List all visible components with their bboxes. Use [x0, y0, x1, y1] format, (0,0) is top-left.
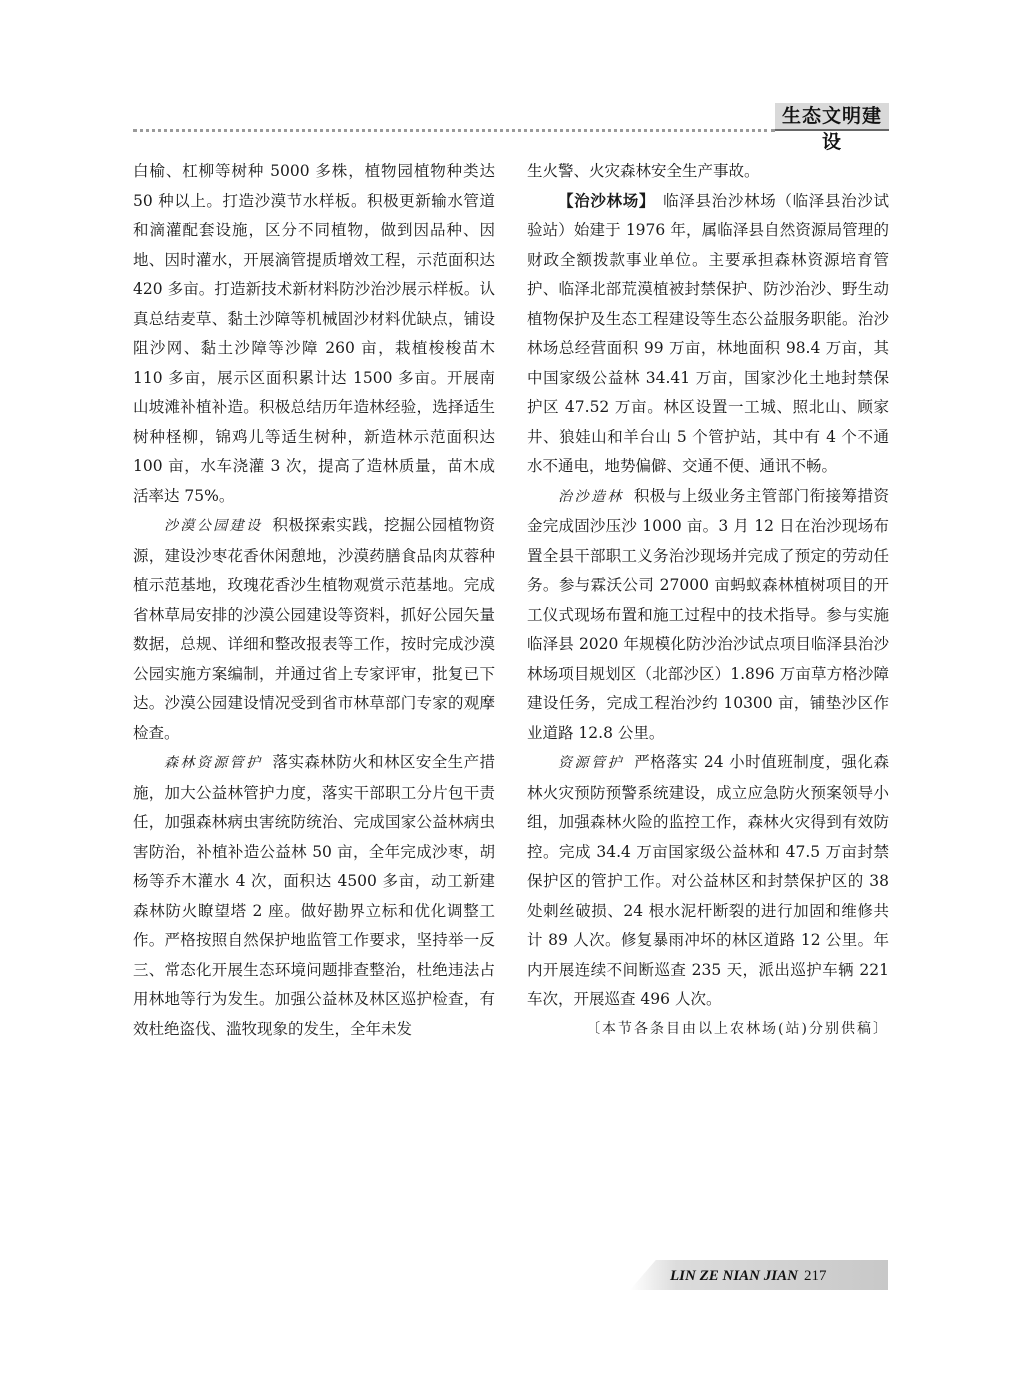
journal-name: LIN ZE NIAN JIAN [670, 1268, 798, 1284]
paragraph-text: 积极探索实践，挖掘公园植物资源，建设沙枣花香休闲憩地，沙漠药膳食品肉苁蓉种植示范基地，玫瑰花香沙生植物观赏示范基地。完成省林草局安排的沙漠公园建设等资料，抓好公园矢量数据，总规、详细和整改报表等工作，按时完成沙漠公园实施方案编制，并通过省上专家评审，批复已下达。沙漠公园建设情况受到省市林草部门专家的观摩检查。 [133, 516, 495, 742]
subsection-keyword: 资源管护 [558, 755, 625, 771]
paragraph: 生火警、火灾森林安全生产事故。 [527, 162, 760, 180]
paragraph [133, 511, 495, 748]
paragraph-text: 临泽县治沙林场（临泽县治沙试验站）始建于 1976 年，属临泽县自然资源局管理的财政全额拨款事业单位。主要承担森林资源培育管护、临泽北部荒漠植被封禁保护、防沙治沙、野生动植物保护及生态工程建设等生态公益服务职能。治沙林场总经营面积 99 万亩，林地面积 98.4 万亩，其中国家级公益林 34.41 万亩，国家沙化土地封禁保护区 47.52 万亩。林区设置一工城、照北山、顾家井、狼娃山和羊台山 5 个管护站，其中有 4 个不通水不通电，地势偏僻、交通不便、通讯不畅。 [527, 191, 889, 475]
right-column [527, 157, 889, 1044]
paragraph [527, 187, 889, 482]
subsection-keyword: 沙漠公园建设 [164, 518, 263, 534]
paragraph-text: 积极与上级业务主管部门衔接筹措资金完成固沙压沙 1000 亩。3 月 12 日在治沙现场布置全县干部职工义务治沙现场并完成了预定的劳动任务。参与霖沃公司 27000 亩蚂蚁森林植树项目的开工仪式现场布置和施工过程中的技术指导。参与实施临泽县 2020 年规模化防沙治沙试点项目临泽县治沙林场项目规划区（北部沙区）1.896 万亩草方格沙障建设任务，完成工程治沙约 10300 亩，铺垫沙区作业道路 12.8 公里。 [527, 486, 890, 742]
section-heading: 【治沙林场】 [558, 191, 656, 210]
paragraph: 白榆、杠柳等树种 5000 多株，植物园植物种类达 50 种以上。打造沙漠节水样板。积极更新输水管道和滴灌配套设施，区分不同植物，做到因品种、因地、因时灌水，开展滴管提质增效工程，示范面积达 420 多亩。打造新技术新材料防沙治沙展示样板。认真总结麦草、黏土沙障等机械固沙材料优缺点，铺设阻沙网、黏土沙障等沙障 260 亩，栽植梭梭苗木 110 多亩，展示区面积累计达 1500 多亩。开展南山坡滩补植补造。积极总结历年造林经验，选择适生树种柽柳，锦鸡儿等适生树种，新造林示范面积达 100 亩，水车浇灌 3 次，提高了造林质量，苗木成活率达 75%。 [133, 162, 495, 505]
left-column [133, 157, 495, 1044]
paragraph [133, 748, 495, 1044]
section-tag: 生态文明建设 [775, 103, 889, 131]
paragraph-text: 落实森林防火和林区安全生产措施，加大公益林管护力度，落实干部职工分片包干责任，加强森林病虫害统防统治、完成国家公益林病虫害防治，补植补造公益林 50 亩，全年完成沙枣，胡杨等乔木灌水 4 次，面积达 4500 多亩，动工新建森林防火瞭望塔 2 座。做好勘界立标和优化调整工作。严格按照自然保护地监管工作要求，坚持举一反三、常态化开展生态环境问题排查整治，杜绝违法占用林地等行为发生。加强公益林及林区巡护检查，有效杜绝盗伐、滥牧现象的发生，全年未发 [133, 753, 495, 1038]
subsection-keyword: 森林资源管护 [164, 755, 263, 771]
subsection-keyword: 治沙造林 [558, 488, 624, 505]
header-dotted-rule [133, 129, 775, 132]
page-number: 217 [803, 1268, 827, 1284]
source-note: 〔本节各条目由以上农林场(站)分别供稿〕 [586, 1020, 889, 1037]
footer [670, 1264, 884, 1288]
paragraph-text: 严格落实 24 小时值班制度，强化森林火灾预防预警系统建设，成立应急防火预案领导小组，加强森林火险的监控工作，森林火灾得到有效防控。完成 34.4 万亩国家级公益林和 47.5 万亩封禁保护区的管护工作。对公益林区和封禁保护区的 38 处刺丝破损、24 根水泥杆断裂的进行加固和维修共计 89 人次。修复暴雨冲坏的林区道路 12 公里。年内开展连续不间断巡查 235 天，派出巡护车辆 221 车次，开展巡查 496 人次。 [527, 753, 889, 1008]
paragraph [527, 748, 889, 1015]
paragraph [527, 482, 889, 749]
